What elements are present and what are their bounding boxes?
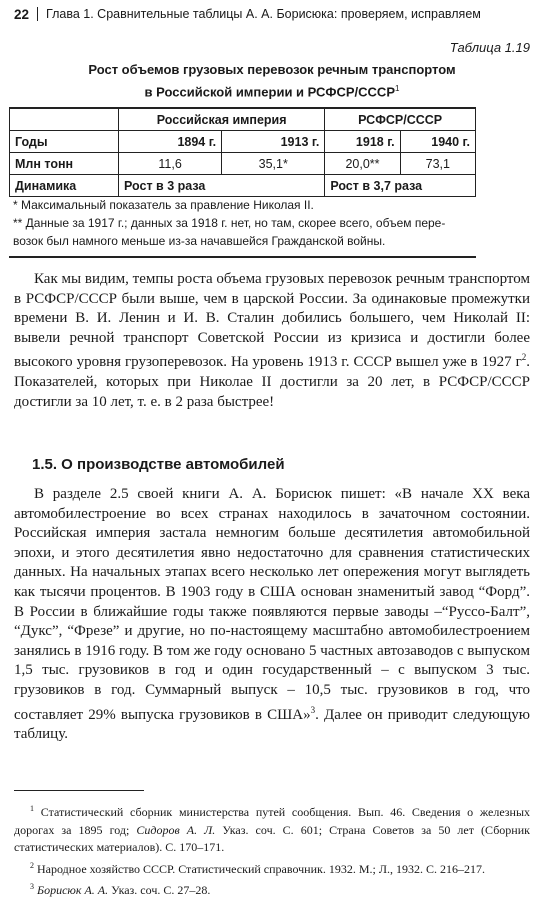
table-title-line2: [14, 79, 530, 101]
dynamics-cell-empire: Рост в 3 раза: [119, 175, 325, 197]
table-corner-cell: [10, 108, 119, 131]
year-cell: 1940 г.: [400, 131, 475, 153]
section-heading: 1.5. О производстве автомобилей: [32, 456, 285, 473]
group-header-ussr: РСФСР/СССР: [325, 108, 476, 131]
table-title-line2-text: в Российской империи и РСФСР/СССР: [144, 84, 395, 100]
table-note: возок был намного меньше из-за начавшейся Гражданской войны.: [13, 234, 386, 248]
footnote-ref-3[interactable]: 3: [310, 704, 316, 715]
table-row-years: [10, 131, 476, 153]
table-note: * Максимальный показатель за правление Николая II.: [13, 198, 314, 212]
table-row-tons: [10, 153, 476, 175]
table-title: [14, 60, 530, 101]
paragraph-text: . Показателей, которых при Николае II достигли за 20 лет, в РСФСР/СССР достигли за 10 лет, т. е. в 2 раза быстрее!: [14, 354, 530, 410]
group-header-empire: Российская империя: [119, 108, 325, 131]
footnote-text: Народное хозяйство СССР. Статистический справочник. 1932. М.; Л., 1932. С. 216–217.: [37, 861, 485, 876]
header-divider: [37, 7, 38, 21]
row-label-years: Годы: [10, 131, 119, 153]
footnote-2: [14, 857, 530, 879]
table-group-row: [10, 108, 476, 131]
footnote-author: Сидоров А. Л.: [136, 822, 216, 837]
footnote-number: 2: [30, 860, 34, 870]
body-paragraph-1: [14, 270, 530, 412]
year-cell: 1913 г.: [222, 131, 325, 153]
cargo-table: [9, 107, 476, 197]
footnote-separator: [14, 790, 144, 791]
table-title-line1: Рост объемов грузовых перевозок речным транспортом: [88, 62, 456, 77]
dynamics-cell-ussr: Рост в 3,7 раза: [325, 175, 476, 197]
table-label: Таблица 1.19: [449, 40, 530, 55]
tons-cell: 11,6: [119, 153, 222, 175]
footnotes: [14, 800, 530, 900]
footnote-text: Указ. соч. С. 601; Страна Советов за 50 лет (Сборник статистических материалов). С. 170–171.: [14, 822, 530, 855]
footnote-3: [14, 878, 530, 900]
table-note: ** Данные за 1917 г.; данных за 1918 г. нет, но там, скорее всего, объем пере-: [13, 216, 446, 230]
footnote-number: 1: [30, 804, 34, 813]
footnote-ref-1[interactable]: 1: [395, 84, 400, 93]
year-cell: 1918 г.: [325, 131, 400, 153]
footnote-author: Борисюк А. А.: [37, 883, 109, 898]
paragraph-text: В разделе 2.5 своей книги А. А. Борисюк пишет: «В начале XX века автомобилестроение во всех странах находилось в зачаточном состоянии. Российская империя застала немногим больше десятилетия автомобильной эпохи, и этого десятилетия явно недостаточно для сравнения статистических данных. На начальных этапах всего несколько лет опережения могут выглядеть как тысячи процентов. В 1903 году в США основан знаменитый завод “Форд”. В России в ближайшие годы также появляются первые заводы –“Руссо-Балт”, “Дукс”, “Фрезе” и другие, но по-настоящему масштабно автомобилестроением занялись в 1916 году. В том же году основано 5 частных автозаводов с выпуском 1,5 тыс. грузовиков в год и один государственный – с выпуском 3 тыс. грузовиков в год. Суммарный выпуск – 10,5 тыс. грузовиков в год, что составляет 29% выпуска грузовиков в США»: [14, 486, 530, 723]
footnote-text: Указ. соч. С. 27–28.: [108, 883, 211, 898]
footnote-1: [14, 800, 530, 857]
year-cell: 1894 г.: [119, 131, 222, 153]
running-header: [14, 4, 530, 24]
footnote-number: 3: [30, 882, 34, 892]
tons-cell: 20,0**: [325, 153, 400, 175]
tons-cell: 35,1*: [222, 153, 325, 175]
footnote-text: Статистический сборник министерства путей сообщения. Вып. 46. Сведения о железных дорогах за 1895 год;: [14, 805, 531, 837]
table-bottom-rule: [9, 256, 476, 258]
paragraph-text: Как мы видим, темпы роста объема грузовых перевозок речным транспортом в РСФСР/СССР были выше, чем в царской России. За одинаковые промежутки времени В. И. Ленин и И. В. Сталин добились большего, чем Николай II: вывели речной транспорт Советской России из кризиса и достигли более высокого уровня грузоперевозок. На уровень 1913 г. СССР вышел уже в 1927 г: [14, 271, 530, 371]
table-notes: [9, 194, 476, 252]
row-label-dynamics: Динамика: [10, 175, 119, 197]
footnote-ref-2[interactable]: 2: [521, 352, 527, 363]
row-label-tons: Млн тонн: [10, 153, 119, 175]
paragraph-text: . Далее он приводит следующую таблицу.: [14, 706, 530, 743]
running-title: Глава 1. Сравнительные таблицы А. А. Борисюка: проверяем, исправляем: [46, 7, 481, 21]
tons-cell: 73,1: [400, 153, 475, 175]
body-paragraph-2: [14, 485, 530, 745]
page-number: 22: [14, 6, 30, 22]
